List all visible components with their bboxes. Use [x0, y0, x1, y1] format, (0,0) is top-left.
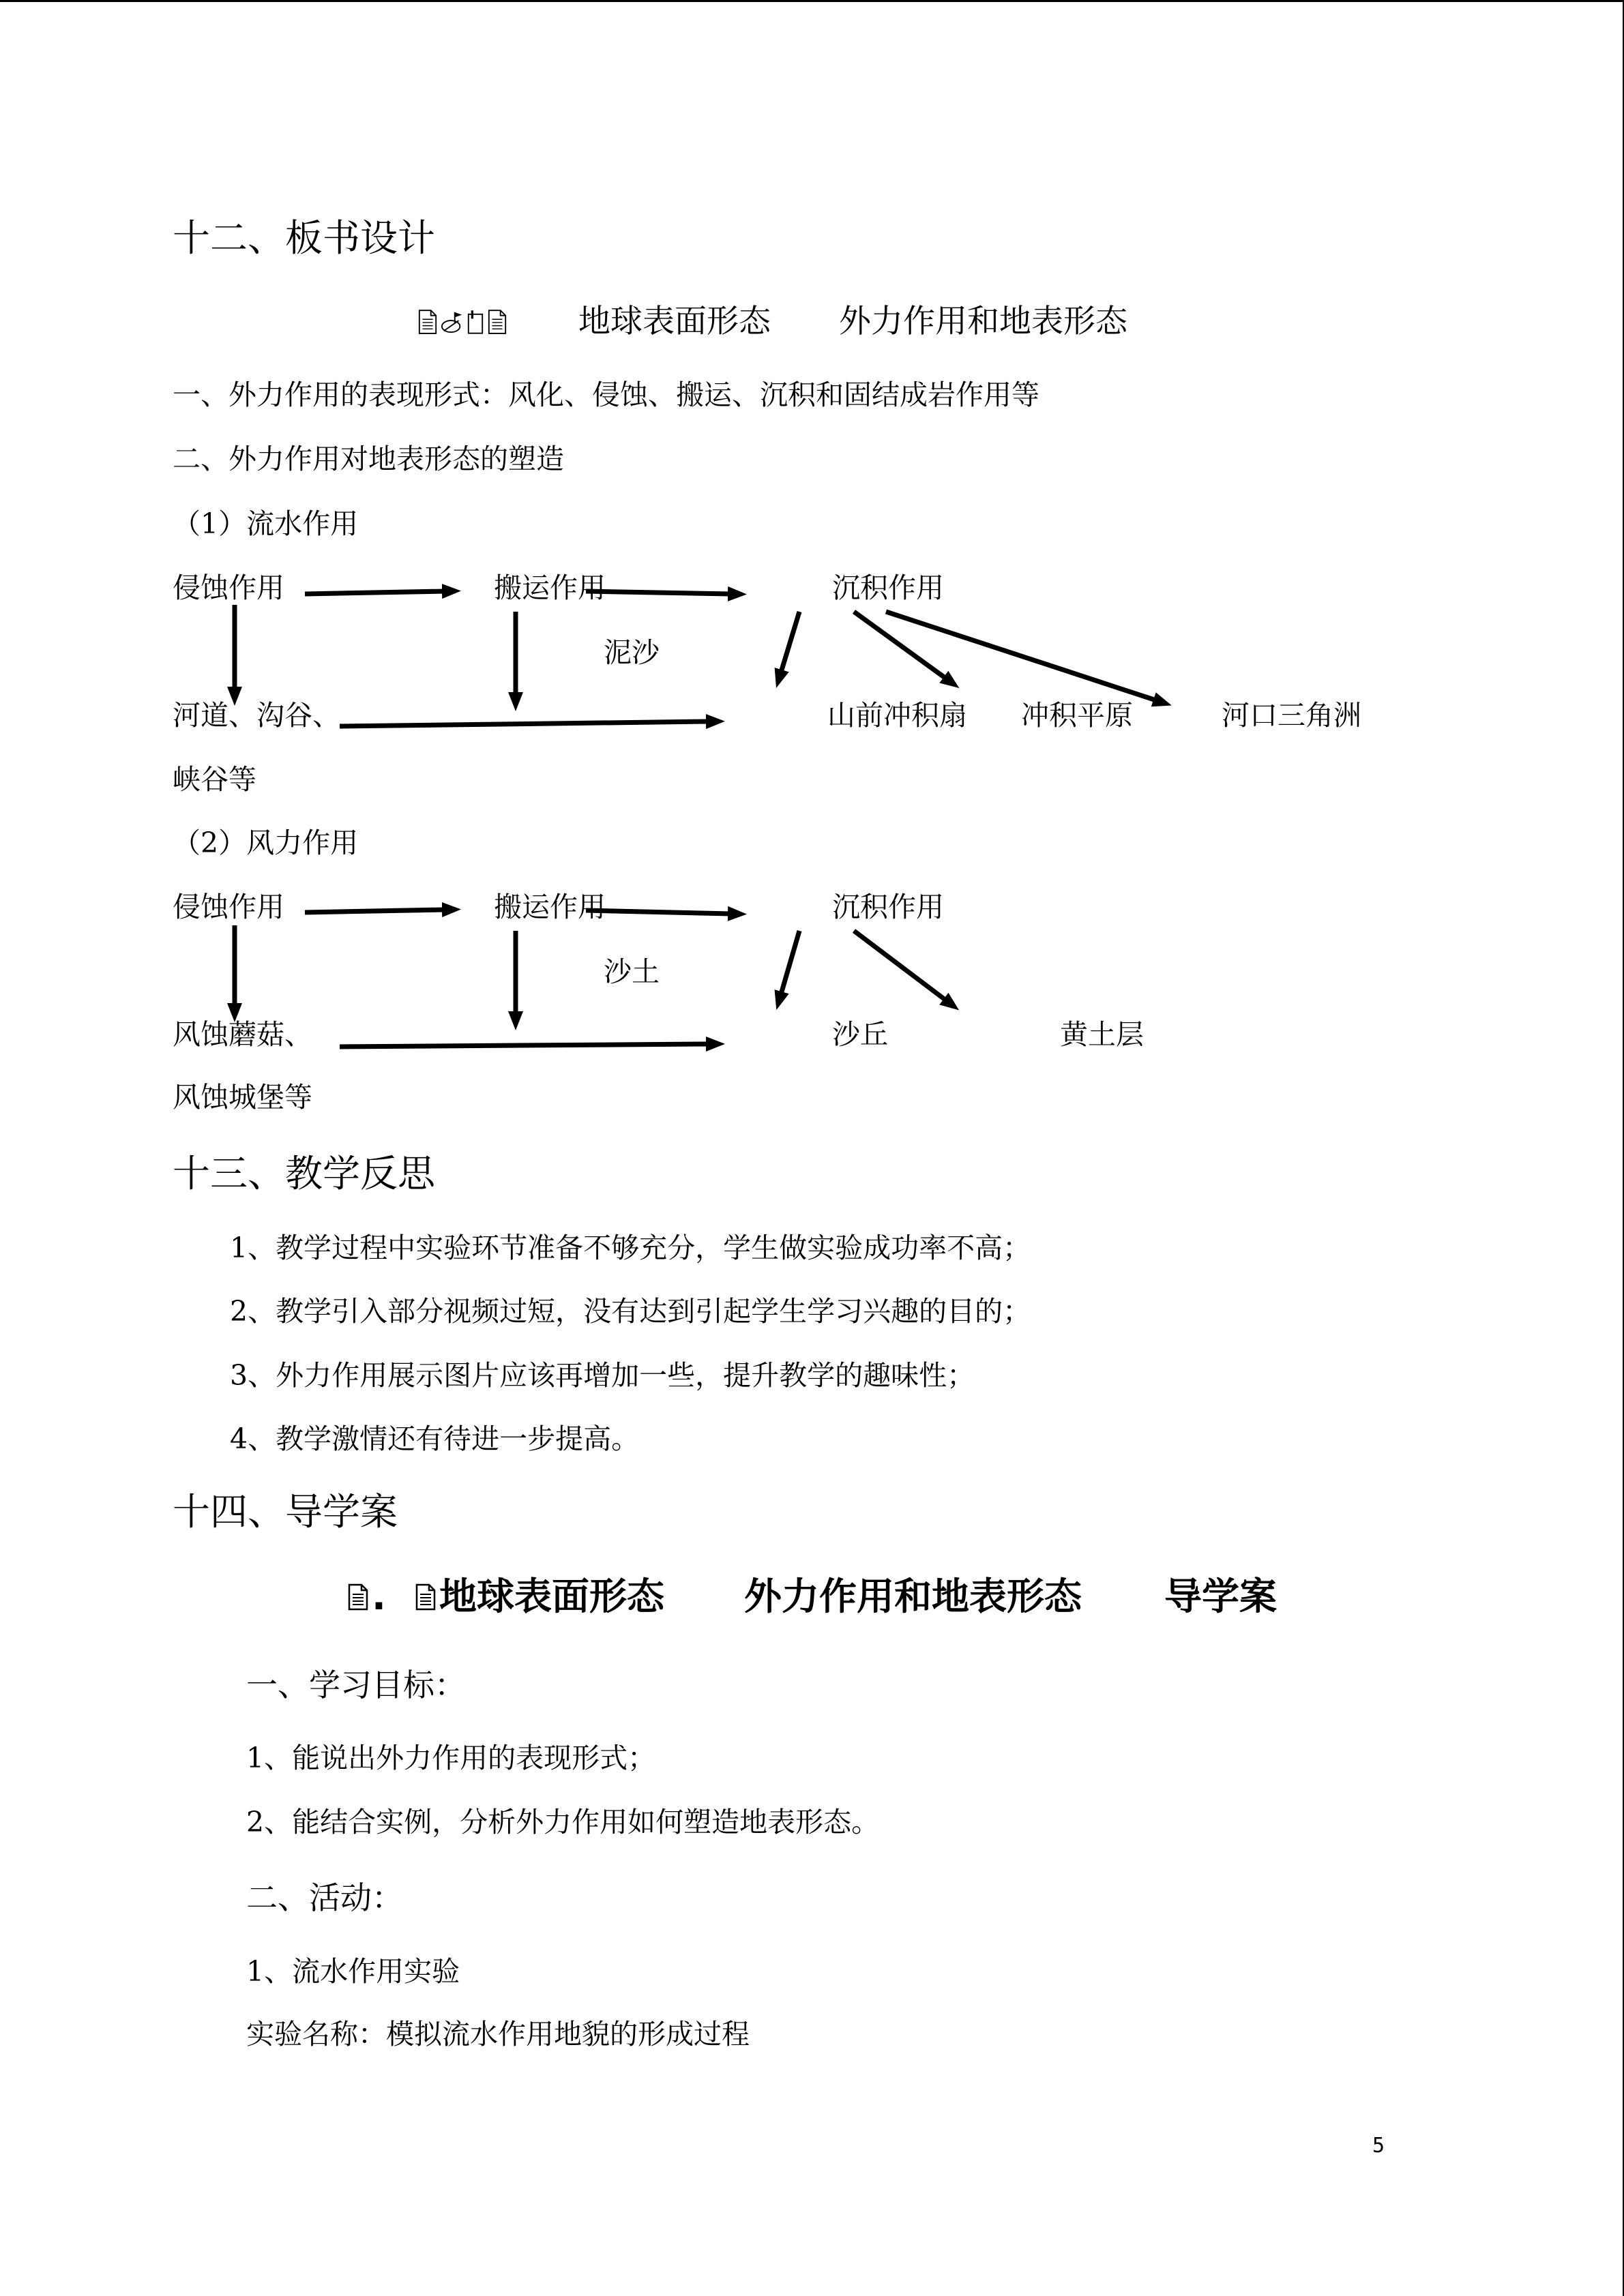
goal-item: 2、能结合实例，分析外力作用如何塑造地表形态。	[246, 1806, 880, 1838]
water-deposition-landform: 山前冲积扇	[827, 699, 967, 732]
water-deposition-landform: 河口三角洲	[1222, 699, 1361, 732]
wind-landform-arrow	[340, 1044, 709, 1047]
goals-heading: 一、学习目标：	[246, 1667, 466, 1703]
reflection-item: 4、教学激情还有待进一步提高。	[230, 1422, 640, 1455]
wind-erosion-landform: 风蚀蘑菇、	[173, 1018, 312, 1051]
document-icon	[417, 309, 438, 335]
water-deposition-delta-arrow	[886, 612, 1156, 700]
section13-heading: 十三、教学反思	[173, 1152, 436, 1195]
water-deposition-plain-arrow	[854, 612, 946, 679]
wind-transport-node: 搬运作用	[494, 891, 606, 923]
section12-title-lesson: 外力作用和地表形态	[839, 303, 1127, 340]
wind-deposition-loess-arrow	[854, 931, 946, 1000]
water-erosion-node: 侵蚀作用	[173, 571, 284, 604]
experiment-name: 实验名称：模拟流水作用地貌的形成过程	[246, 2018, 750, 2051]
reflection-item: 1、教学过程中实验环节准备不够充分，学生做实验成功率不高；	[230, 1232, 1031, 1264]
wind-erosion-node: 侵蚀作用	[173, 891, 284, 923]
water-erosion-landform: 峡谷等	[173, 763, 256, 796]
board-point-2: 二、外力作用对地表形态的塑造	[173, 443, 564, 475]
water-transport-to-deposition-arrow	[586, 591, 730, 594]
wind-material-label: 沙土	[604, 955, 660, 988]
activity-item: 1、流水作用实验	[246, 1955, 460, 1988]
water-erosion-to-transport-arrow	[305, 591, 445, 594]
document-icon	[347, 1583, 369, 1611]
wind-deposition-left-arrow	[781, 931, 799, 994]
water-transport-node: 搬运作用	[494, 571, 606, 604]
reflection-item: 3、外力作用展示图片应该再增加一些，提升教学的趣味性；	[230, 1359, 975, 1392]
water-deposition-node: 沉积作用	[832, 571, 944, 604]
wind-erosion-landform: 风蚀城堡等	[173, 1081, 312, 1114]
page-frame-top	[0, 0, 1624, 2]
section14-title-separator: .	[372, 1575, 386, 1618]
shapes-icon	[441, 309, 464, 335]
wind-transport-to-deposition-arrow	[586, 910, 730, 914]
section14-title-lesson: 外力作用和地表形态	[744, 1575, 1082, 1618]
goal-item: 1、能说出外力作用的表现形式；	[246, 1742, 656, 1774]
section12-heading: 十二、板书设计	[173, 216, 436, 260]
document-icon	[415, 1583, 437, 1611]
wind-deposition-landform: 黄土层	[1060, 1018, 1144, 1051]
section12-title-icons	[417, 309, 507, 335]
water-landform-arrow	[340, 721, 709, 726]
page-icon	[467, 309, 484, 335]
wind-erosion-to-transport-arrow	[305, 910, 445, 912]
document-icon	[487, 309, 507, 335]
board-point-1: 一、外力作用的表现形式：风化、侵蚀、搬运、沉积和固结成岩作用等	[173, 378, 1039, 411]
water-deposition-landform: 冲积平原	[1021, 699, 1133, 732]
wind-action-label: （2）风力作用	[173, 826, 359, 859]
section14-title-suffix: 导学案	[1164, 1575, 1278, 1618]
water-material-label: 泥沙	[604, 636, 660, 669]
water-deposition-left-arrow	[781, 612, 799, 672]
section14-heading: 十四、导学案	[173, 1490, 398, 1534]
activities-heading: 二、活动：	[246, 1879, 403, 1916]
section12-title-topic: 地球表面形态	[578, 303, 771, 340]
reflection-item: 2、教学引入部分视频过短，没有达到引起学生学习兴趣的目的；	[230, 1295, 1031, 1328]
section14-title-topic: 地球表面形态	[439, 1575, 665, 1618]
water-erosion-landform: 河道、沟谷、	[173, 699, 340, 732]
page-number: 5	[1372, 2134, 1385, 2158]
wind-deposition-landform: 沙丘	[832, 1018, 888, 1051]
water-action-label: （1）流水作用	[173, 507, 359, 540]
wind-deposition-node: 沉积作用	[832, 891, 944, 923]
